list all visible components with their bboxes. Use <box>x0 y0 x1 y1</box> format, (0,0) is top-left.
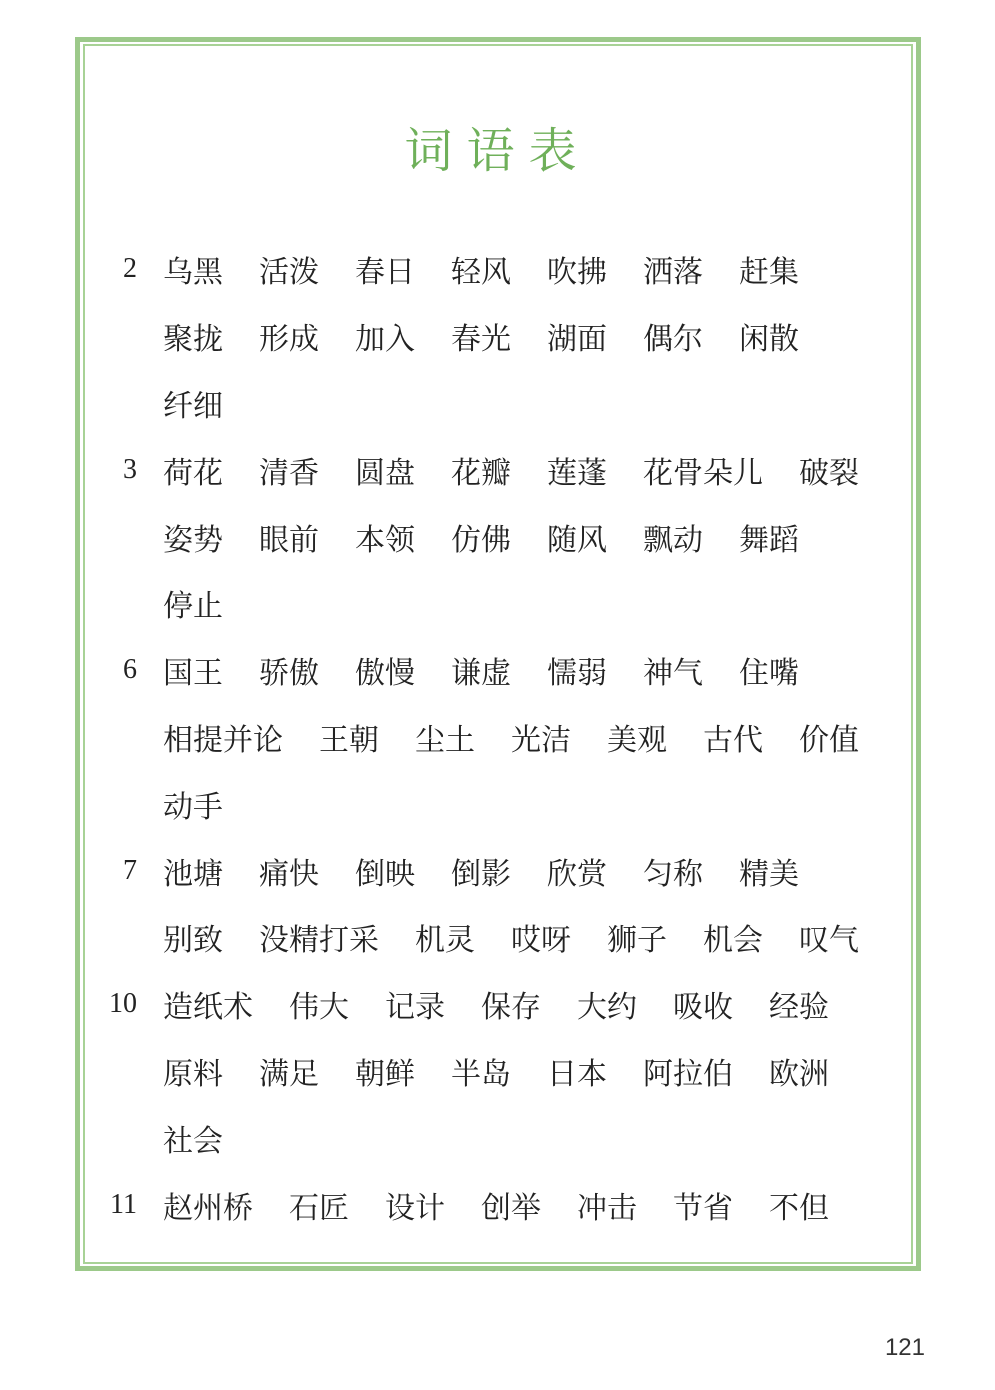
lesson-number: 2 <box>123 253 137 285</box>
vocabulary-word: 停止 <box>163 589 223 625</box>
word-group <box>163 247 799 291</box>
vocabulary-word: 哎呀 <box>511 923 571 959</box>
vocabulary-word: 造纸术 <box>163 990 253 1026</box>
vocabulary-line <box>95 436 915 503</box>
word-group <box>163 448 859 492</box>
vocabulary-word: 湖面 <box>547 322 607 358</box>
vocabulary-line <box>95 236 915 303</box>
vocabulary-word: 荷花 <box>163 455 223 491</box>
vocabulary-word: 池塘 <box>163 856 223 892</box>
vocabulary-word: 清香 <box>259 455 319 491</box>
vocabulary-word: 加入 <box>355 322 415 358</box>
vocabulary-word: 谦虚 <box>451 656 511 692</box>
vocabulary-word: 记录 <box>385 990 445 1026</box>
word-group <box>163 381 223 425</box>
vocabulary-word: 精美 <box>739 856 799 892</box>
vocabulary-word: 伟大 <box>289 990 349 1026</box>
vocabulary-word: 欣赏 <box>547 856 607 892</box>
vocabulary-word: 赵州桥 <box>163 1190 253 1226</box>
lesson-number: 6 <box>123 654 137 686</box>
vocabulary-word: 花瓣 <box>451 455 511 491</box>
word-group <box>163 581 223 625</box>
lesson-number: 3 <box>123 453 137 485</box>
vocabulary-word: 大约 <box>577 990 637 1026</box>
vocabulary-word: 动手 <box>163 789 223 825</box>
vocabulary-word: 美观 <box>607 722 667 758</box>
vocabulary-line <box>95 1104 915 1171</box>
vocabulary-line <box>95 1171 915 1238</box>
vocabulary-word: 半岛 <box>451 1056 511 1092</box>
vocabulary-word: 吹拂 <box>547 255 607 291</box>
word-group <box>163 1049 829 1093</box>
page-title: 词语表 <box>404 123 591 179</box>
vocabulary-word: 偶尔 <box>643 322 703 358</box>
vocabulary-word: 欧洲 <box>769 1056 829 1092</box>
vocabulary-word: 洒落 <box>643 255 703 291</box>
vocabulary-line <box>95 570 915 637</box>
word-group <box>163 982 829 1026</box>
vocabulary-word: 飘动 <box>643 522 703 558</box>
word-group <box>163 915 859 959</box>
vocabulary-word: 仿佛 <box>451 522 511 558</box>
vocabulary-word: 阿拉伯 <box>643 1056 733 1092</box>
word-group <box>163 715 859 759</box>
vocabulary-word: 王朝 <box>319 722 379 758</box>
vocabulary-word: 朝鲜 <box>355 1056 415 1092</box>
vocabulary-line <box>95 837 915 904</box>
vocabulary-word: 住嘴 <box>739 656 799 692</box>
vocabulary-word: 眼前 <box>259 522 319 558</box>
vocabulary-line <box>95 1038 915 1105</box>
vocabulary-word: 莲蓬 <box>547 455 607 491</box>
vocabulary-word: 保存 <box>481 990 541 1026</box>
vocabulary-word: 没精打采 <box>259 923 379 959</box>
vocabulary-word: 满足 <box>259 1056 319 1092</box>
vocabulary-word: 光洁 <box>511 722 571 758</box>
vocabulary-line <box>95 503 915 570</box>
vocabulary-word: 相提并论 <box>163 722 283 758</box>
word-group <box>163 648 799 692</box>
vocabulary-word: 社会 <box>163 1123 223 1159</box>
vocabulary-word: 舞蹈 <box>739 522 799 558</box>
word-group <box>163 1183 829 1227</box>
vocabulary-word: 花骨朵儿 <box>643 455 763 491</box>
vocabulary-word: 姿势 <box>163 522 223 558</box>
vocabulary-word: 不但 <box>769 1190 829 1226</box>
vocabulary-word: 倒影 <box>451 856 511 892</box>
vocabulary-line <box>95 637 915 704</box>
vocabulary-word: 聚拢 <box>163 322 223 358</box>
vocabulary-word: 倒映 <box>355 856 415 892</box>
vocabulary-word: 神气 <box>643 656 703 692</box>
vocabulary-list <box>95 236 915 1238</box>
vocabulary-word: 赶集 <box>739 255 799 291</box>
vocabulary-line <box>95 904 915 971</box>
vocabulary-word: 乌黑 <box>163 255 223 291</box>
vocabulary-word: 设计 <box>385 1190 445 1226</box>
vocabulary-word: 尘土 <box>415 722 475 758</box>
vocabulary-word: 古代 <box>703 722 763 758</box>
vocabulary-word: 傲慢 <box>355 656 415 692</box>
vocabulary-word: 别致 <box>163 923 223 959</box>
lesson-number: 10 <box>109 988 137 1020</box>
word-group <box>163 1116 223 1160</box>
word-group <box>163 849 799 893</box>
vocabulary-word: 吸收 <box>673 990 733 1026</box>
vocabulary-word: 本领 <box>355 522 415 558</box>
vocabulary-word: 闲散 <box>739 322 799 358</box>
vocabulary-word: 纤细 <box>163 388 223 424</box>
vocabulary-word: 日本 <box>547 1056 607 1092</box>
vocabulary-word: 石匠 <box>289 1190 349 1226</box>
vocabulary-word: 破裂 <box>799 455 859 491</box>
vocabulary-word: 机会 <box>703 923 763 959</box>
vocabulary-word: 春日 <box>355 255 415 291</box>
word-group <box>163 515 799 559</box>
vocabulary-word: 节省 <box>673 1190 733 1226</box>
vocabulary-word: 狮子 <box>607 923 667 959</box>
vocabulary-word: 经验 <box>769 990 829 1026</box>
lesson-number: 7 <box>123 854 137 886</box>
vocabulary-line <box>95 303 915 370</box>
vocabulary-word: 痛快 <box>259 856 319 892</box>
vocabulary-word: 匀称 <box>643 856 703 892</box>
vocabulary-line <box>95 770 915 837</box>
vocabulary-word: 机灵 <box>415 923 475 959</box>
word-group <box>163 314 799 358</box>
page-number: 121 <box>884 1334 925 1361</box>
vocabulary-word: 创举 <box>481 1190 541 1226</box>
vocabulary-word: 随风 <box>547 522 607 558</box>
vocabulary-word: 国王 <box>163 656 223 692</box>
vocabulary-word: 叹气 <box>799 923 859 959</box>
vocabulary-line <box>95 370 915 437</box>
vocabulary-word: 圆盘 <box>355 455 415 491</box>
vocabulary-word: 骄傲 <box>259 656 319 692</box>
vocabulary-word: 活泼 <box>259 255 319 291</box>
vocabulary-line <box>95 971 915 1038</box>
vocabulary-word: 轻风 <box>451 255 511 291</box>
vocabulary-word: 形成 <box>259 322 319 358</box>
vocabulary-word: 原料 <box>163 1056 223 1092</box>
vocabulary-word: 春光 <box>451 322 511 358</box>
vocabulary-line <box>95 704 915 771</box>
vocabulary-word: 冲击 <box>577 1190 637 1226</box>
lesson-number: 11 <box>110 1188 137 1220</box>
vocabulary-word: 懦弱 <box>547 656 607 692</box>
word-group <box>163 782 223 826</box>
vocabulary-word: 价值 <box>799 722 859 758</box>
